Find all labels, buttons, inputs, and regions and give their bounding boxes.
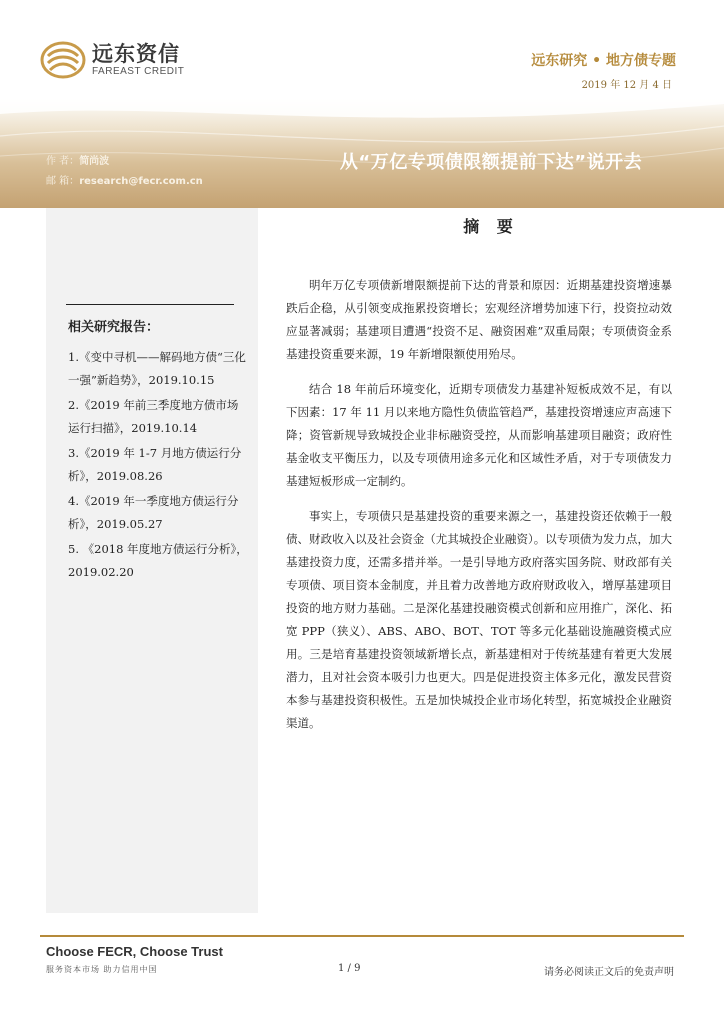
related-reports-heading: 相关研究报告： bbox=[68, 320, 160, 335]
brand-name-en: FAREAST CREDIT bbox=[92, 66, 185, 77]
related-report-item[interactable]: 1.《变中寻机——解码地方债“三化一强”新趋势》，2019.10.15 bbox=[68, 350, 246, 387]
brand-name-cn: 远东资信 bbox=[92, 42, 180, 66]
related-reports-list bbox=[68, 346, 248, 586]
related-report-item[interactable]: 2.《2019 年前三季度地方债市场运行扫描》，2019.10.14 bbox=[68, 398, 239, 435]
footer-subtitle: 服务资本市场 助力信用中国 bbox=[46, 965, 158, 974]
abstract-paragraph: 明年万亿专项债新增限额提前下达的背景和原因：近期基建投资增速暴跌后企稳，从引领变成拖累投资增长；宏观经济增势加速下行，投资拉动效应显著减弱；基建项目遭遇“投资不足、融资困难”双重局限；专项债资金系基建投资重要来源，19 年新增限额使用殆尽。 bbox=[286, 278, 672, 361]
fareast-logo-icon bbox=[40, 40, 86, 80]
brand-logo bbox=[40, 40, 184, 80]
sidebar-divider bbox=[66, 304, 234, 305]
related-report-item[interactable]: 4.《2019 年一季度地方债运行分析》，2019.05.27 bbox=[68, 494, 239, 531]
footer-disclaimer: 请务必阅读正文后的免责声明 bbox=[544, 967, 674, 978]
email-address[interactable]: research@fecr.com.cn bbox=[79, 176, 203, 187]
report-date: 2019 年 12 月 4 日 bbox=[581, 80, 672, 91]
related-report-item[interactable]: 3.《2019 年 1-7 月地方债运行分析》，2019.08.26 bbox=[68, 446, 242, 483]
abstract-body bbox=[286, 274, 672, 747]
footer-divider bbox=[40, 935, 684, 937]
related-report-item[interactable]: 5. 《2018 年度地方债运行分析》，2019.02.20 bbox=[68, 542, 248, 579]
author-label: 作 者： bbox=[46, 156, 80, 167]
abstract-heading: 摘 要 bbox=[463, 217, 519, 236]
email-label: 邮 箱： bbox=[46, 176, 80, 187]
author-name: 简尚波 bbox=[79, 156, 110, 167]
report-title: 从“万亿专项债限额提前下达”说开去 bbox=[339, 152, 643, 173]
author-line bbox=[46, 152, 109, 167]
email-line bbox=[46, 172, 203, 187]
abstract-paragraph: 结合 18 年前后环境变化，近期专项债发力基建补短板成效不足，有以下因素：17 年 11 月以来地方隐性负债监管趋严，基建投资增速应声高速下降；资管新规导致城投企业非标融资受控，从而影响基建项目融资；政府性基金收支平衡压力，以及专项债用途多元化和区域性矛盾，对于专项债发力基建短板形成一定制约。 bbox=[286, 382, 672, 488]
report-series: 远东研究 • 地方债专题 bbox=[531, 53, 676, 69]
page-number: 1 / 9 bbox=[338, 963, 361, 974]
abstract-paragraph: 事实上，专项债只是基建投资的重要来源之一，基建投资还依赖于一般债、财政收入以及社会资金（尤其城投企业融资）。以专项债为发力点，加大基建投资力度，还需多措并举。一是引导地方政府落实国务院、财政部有关专项债、项目资本金制度，并且着力改善地方政府财政收入，增厚基建项目投资的地方财力基础。二是深化基建投融资模式创新和应用推广，深化、拓宽 PPP（狭义）、ABS、ABO、BOT、TOT 等多元化基础设施融资模式应用。三是培育基建投资领域新增长点，新基建相对于传统基建有着更大发展潜力，且对社会资本吸引力也更大。四是促进投资主体多元化，激发民营资本参与基建投资积极性。五是加快城投企业市场化转型，拓宽城投企业融资渠道。 bbox=[286, 509, 672, 730]
footer-slogan: Choose FECR, Choose Trust bbox=[46, 944, 223, 959]
